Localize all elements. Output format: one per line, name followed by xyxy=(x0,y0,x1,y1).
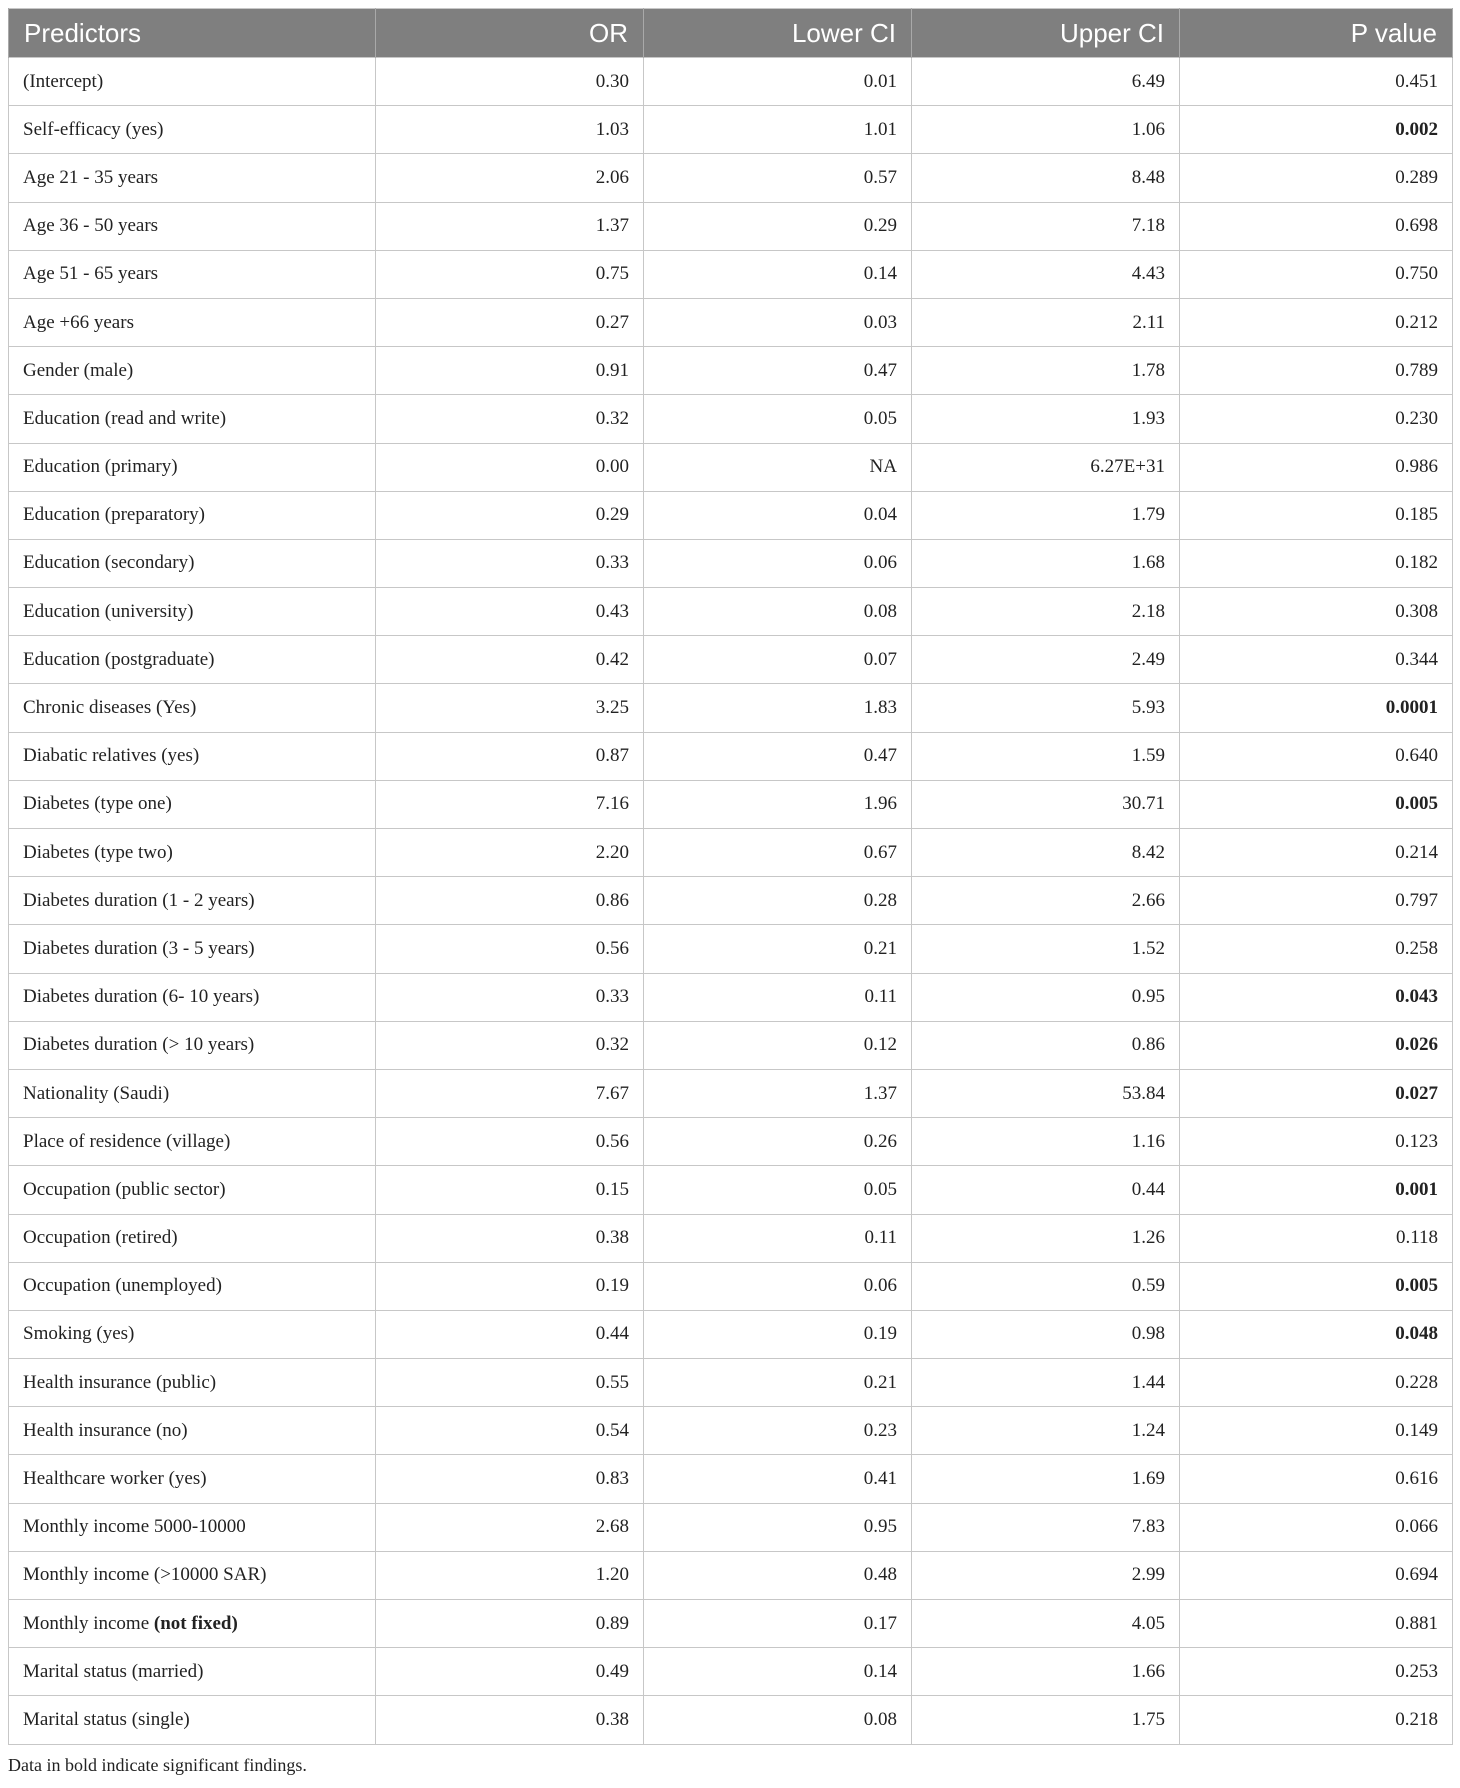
cell-lower-ci: 1.01 xyxy=(644,106,912,154)
cell-or: 0.54 xyxy=(376,1407,644,1455)
cell-predictor xyxy=(9,588,376,636)
table-row xyxy=(9,588,1453,636)
cell-lower-ci: 0.07 xyxy=(644,636,912,684)
cell-lower-ci: 0.47 xyxy=(644,732,912,780)
cell-lower-ci: 0.23 xyxy=(644,1407,912,1455)
cell-upper-ci: 0.86 xyxy=(912,1021,1180,1069)
cell-lower-ci: 0.14 xyxy=(644,1648,912,1696)
cell-p-value: 0.001 xyxy=(1180,1166,1453,1214)
cell-predictor xyxy=(9,1310,376,1358)
cell-p-value: 0.005 xyxy=(1180,1262,1453,1310)
predictor-label: Education (preparatory) xyxy=(23,504,205,526)
predictor-label: Occupation (public sector) xyxy=(23,1178,226,1200)
cell-predictor xyxy=(9,395,376,443)
cell-or: 0.56 xyxy=(376,925,644,973)
table-row xyxy=(9,1455,1453,1503)
cell-p-value: 0.258 xyxy=(1180,925,1453,973)
table-row xyxy=(9,1069,1453,1117)
cell-or: 0.49 xyxy=(376,1648,644,1696)
header-predictors: Predictors xyxy=(9,9,376,58)
cell-lower-ci: 0.08 xyxy=(644,588,912,636)
predictor-label: Age 21 - 35 years xyxy=(23,166,159,188)
cell-upper-ci: 8.42 xyxy=(912,829,1180,877)
cell-p-value: 0.123 xyxy=(1180,1118,1453,1166)
cell-upper-ci: 1.52 xyxy=(912,925,1180,973)
cell-upper-ci: 5.93 xyxy=(912,684,1180,732)
header-p-value: P value xyxy=(1180,9,1453,58)
cell-or: 2.20 xyxy=(376,829,644,877)
cell-p-value: 0.698 xyxy=(1180,202,1453,250)
cell-or: 2.68 xyxy=(376,1503,644,1551)
cell-predictor xyxy=(9,925,376,973)
cell-or: 2.06 xyxy=(376,154,644,202)
cell-or: 0.91 xyxy=(376,347,644,395)
cell-or: 0.27 xyxy=(376,298,644,346)
cell-upper-ci: 0.95 xyxy=(912,973,1180,1021)
cell-predictor xyxy=(9,298,376,346)
cell-p-value: 0.212 xyxy=(1180,298,1453,346)
cell-p-value: 0.451 xyxy=(1180,58,1453,106)
cell-p-value: 0.027 xyxy=(1180,1069,1453,1117)
predictor-label: Education (primary) xyxy=(23,456,178,478)
table-row xyxy=(9,973,1453,1021)
cell-or: 0.56 xyxy=(376,1118,644,1166)
cell-or: 3.25 xyxy=(376,684,644,732)
predictor-label: Diabatic relatives (yes) xyxy=(23,745,200,767)
predictor-label: Gender (male) xyxy=(23,359,134,381)
cell-p-value: 0.640 xyxy=(1180,732,1453,780)
cell-or: 0.38 xyxy=(376,1214,644,1262)
results-table-container xyxy=(8,8,1452,1745)
cell-or: 0.38 xyxy=(376,1696,644,1744)
cell-upper-ci: 2.11 xyxy=(912,298,1180,346)
cell-lower-ci: 0.21 xyxy=(644,925,912,973)
cell-predictor xyxy=(9,1021,376,1069)
cell-predictor xyxy=(9,780,376,828)
cell-predictor xyxy=(9,250,376,298)
cell-lower-ci: 0.01 xyxy=(644,58,912,106)
predictor-label: Chronic diseases (Yes) xyxy=(23,697,197,719)
cell-p-value: 0.185 xyxy=(1180,491,1453,539)
cell-lower-ci: 0.29 xyxy=(644,202,912,250)
table-header xyxy=(9,9,1453,58)
cell-upper-ci: 30.71 xyxy=(912,780,1180,828)
cell-predictor xyxy=(9,1359,376,1407)
cell-lower-ci: 1.83 xyxy=(644,684,912,732)
cell-predictor xyxy=(9,1551,376,1599)
cell-predictor xyxy=(9,973,376,1021)
cell-p-value: 0.308 xyxy=(1180,588,1453,636)
cell-p-value: 0.789 xyxy=(1180,347,1453,395)
cell-upper-ci: 1.78 xyxy=(912,347,1180,395)
cell-p-value: 0.344 xyxy=(1180,636,1453,684)
cell-p-value: 0.750 xyxy=(1180,250,1453,298)
cell-or: 0.42 xyxy=(376,636,644,684)
predictor-label-bold: (not fixed) xyxy=(153,1612,238,1634)
cell-or: 0.32 xyxy=(376,395,644,443)
cell-p-value: 0.026 xyxy=(1180,1021,1453,1069)
cell-predictor xyxy=(9,1648,376,1696)
cell-upper-ci: 2.66 xyxy=(912,877,1180,925)
cell-p-value: 0.881 xyxy=(1180,1600,1453,1648)
predictor-label: (Intercept) xyxy=(23,70,104,92)
cell-p-value: 0.228 xyxy=(1180,1359,1453,1407)
cell-lower-ci: 0.57 xyxy=(644,154,912,202)
predictor-label: Smoking (yes) xyxy=(23,1323,135,1345)
cell-lower-ci: 0.12 xyxy=(644,1021,912,1069)
cell-predictor xyxy=(9,1166,376,1214)
predictor-label: Diabetes duration (3 - 5 years) xyxy=(23,937,255,959)
cell-or: 0.29 xyxy=(376,491,644,539)
cell-p-value: 0.797 xyxy=(1180,877,1453,925)
cell-upper-ci: 1.44 xyxy=(912,1359,1180,1407)
cell-or: 0.43 xyxy=(376,588,644,636)
cell-or: 1.03 xyxy=(376,106,644,154)
cell-upper-ci: 1.69 xyxy=(912,1455,1180,1503)
cell-p-value: 0.066 xyxy=(1180,1503,1453,1551)
cell-p-value: 0.043 xyxy=(1180,973,1453,1021)
table-row xyxy=(9,250,1453,298)
cell-upper-ci: 2.49 xyxy=(912,636,1180,684)
cell-predictor xyxy=(9,1503,376,1551)
cell-predictor xyxy=(9,829,376,877)
header-upper-ci: Upper CI xyxy=(912,9,1180,58)
table-row xyxy=(9,1696,1453,1744)
predictor-label: Health insurance (public) xyxy=(23,1371,217,1393)
cell-or: 7.16 xyxy=(376,780,644,828)
table-row xyxy=(9,732,1453,780)
cell-lower-ci: 0.26 xyxy=(644,1118,912,1166)
predictor-label: Diabetes duration (6- 10 years) xyxy=(23,986,260,1008)
predictor-label: Education (secondary) xyxy=(23,552,195,574)
cell-p-value: 0.218 xyxy=(1180,1696,1453,1744)
cell-or: 0.83 xyxy=(376,1455,644,1503)
header-row xyxy=(9,9,1453,58)
cell-predictor xyxy=(9,58,376,106)
cell-upper-ci: 2.99 xyxy=(912,1551,1180,1599)
cell-predictor xyxy=(9,636,376,684)
cell-predictor xyxy=(9,347,376,395)
cell-or: 1.20 xyxy=(376,1551,644,1599)
cell-upper-ci: 1.79 xyxy=(912,491,1180,539)
predictor-label: Education (read and write) xyxy=(23,407,227,429)
cell-predictor xyxy=(9,877,376,925)
cell-lower-ci: 0.06 xyxy=(644,539,912,587)
cell-upper-ci: 1.66 xyxy=(912,1648,1180,1696)
cell-or: 0.55 xyxy=(376,1359,644,1407)
cell-upper-ci: 0.59 xyxy=(912,1262,1180,1310)
cell-predictor xyxy=(9,732,376,780)
cell-predictor xyxy=(9,1696,376,1744)
cell-upper-ci: 4.05 xyxy=(912,1600,1180,1648)
cell-p-value: 0.149 xyxy=(1180,1407,1453,1455)
cell-upper-ci: 0.44 xyxy=(912,1166,1180,1214)
predictor-label: Health insurance (no) xyxy=(23,1419,188,1441)
table-row xyxy=(9,539,1453,587)
cell-upper-ci: 6.49 xyxy=(912,58,1180,106)
cell-lower-ci: 0.48 xyxy=(644,1551,912,1599)
cell-lower-ci: 0.17 xyxy=(644,1600,912,1648)
cell-or: 0.30 xyxy=(376,58,644,106)
cell-predictor xyxy=(9,106,376,154)
cell-lower-ci: 0.47 xyxy=(644,347,912,395)
predictor-label: Monthly income (>10000 SAR) xyxy=(23,1564,267,1586)
table-row xyxy=(9,106,1453,154)
cell-lower-ci: 1.37 xyxy=(644,1069,912,1117)
predictor-label: Healthcare worker (yes) xyxy=(23,1468,207,1490)
cell-lower-ci: 0.11 xyxy=(644,973,912,1021)
cell-lower-ci: 0.21 xyxy=(644,1359,912,1407)
cell-predictor xyxy=(9,684,376,732)
cell-upper-ci: 8.48 xyxy=(912,154,1180,202)
cell-p-value: 0.289 xyxy=(1180,154,1453,202)
header-lower-ci: Lower CI xyxy=(644,9,912,58)
cell-p-value: 0.230 xyxy=(1180,395,1453,443)
cell-p-value: 0.694 xyxy=(1180,1551,1453,1599)
table-row xyxy=(9,1503,1453,1551)
cell-lower-ci: 0.19 xyxy=(644,1310,912,1358)
cell-or: 0.75 xyxy=(376,250,644,298)
cell-p-value: 0.214 xyxy=(1180,829,1453,877)
cell-upper-ci: 4.43 xyxy=(912,250,1180,298)
table-row xyxy=(9,877,1453,925)
predictor-label: Diabetes duration (1 - 2 years) xyxy=(23,889,255,911)
predictor-label: Place of residence (village) xyxy=(23,1130,231,1152)
cell-upper-ci: 1.16 xyxy=(912,1118,1180,1166)
cell-upper-ci: 1.68 xyxy=(912,539,1180,587)
table-row xyxy=(9,1600,1453,1648)
cell-p-value: 0.0001 xyxy=(1180,684,1453,732)
table-row xyxy=(9,395,1453,443)
table-row xyxy=(9,298,1453,346)
cell-upper-ci: 0.98 xyxy=(912,1310,1180,1358)
cell-upper-ci: 1.59 xyxy=(912,732,1180,780)
cell-predictor xyxy=(9,491,376,539)
cell-upper-ci: 1.75 xyxy=(912,1696,1180,1744)
cell-upper-ci: 1.26 xyxy=(912,1214,1180,1262)
results-table xyxy=(8,8,1453,1745)
cell-upper-ci: 1.06 xyxy=(912,106,1180,154)
cell-p-value: 0.048 xyxy=(1180,1310,1453,1358)
cell-predictor xyxy=(9,1455,376,1503)
cell-predictor xyxy=(9,1069,376,1117)
predictor-label: Marital status (single) xyxy=(23,1708,190,1730)
cell-predictor xyxy=(9,1262,376,1310)
table-row xyxy=(9,1214,1453,1262)
table-row xyxy=(9,1310,1453,1358)
cell-upper-ci: 1.93 xyxy=(912,395,1180,443)
predictor-label: Age 36 - 50 years xyxy=(23,215,159,237)
table-body xyxy=(9,58,1453,1745)
cell-or: 0.15 xyxy=(376,1166,644,1214)
table-row xyxy=(9,829,1453,877)
predictor-label: Education (university) xyxy=(23,600,194,622)
table-row xyxy=(9,1118,1453,1166)
table-row xyxy=(9,491,1453,539)
cell-p-value: 0.118 xyxy=(1180,1214,1453,1262)
cell-or: 0.86 xyxy=(376,877,644,925)
header-or: OR xyxy=(376,9,644,58)
cell-or: 0.33 xyxy=(376,973,644,1021)
cell-or: 0.19 xyxy=(376,1262,644,1310)
table-footnote: Data in bold indicate significant findings. xyxy=(8,1755,307,1775)
cell-predictor xyxy=(9,1600,376,1648)
cell-predictor xyxy=(9,443,376,491)
cell-or: 0.33 xyxy=(376,539,644,587)
cell-lower-ci: 0.05 xyxy=(644,395,912,443)
table-row xyxy=(9,1407,1453,1455)
cell-lower-ci: 0.95 xyxy=(644,1503,912,1551)
cell-or: 0.32 xyxy=(376,1021,644,1069)
cell-upper-ci: 2.18 xyxy=(912,588,1180,636)
cell-predictor xyxy=(9,539,376,587)
table-row xyxy=(9,1262,1453,1310)
table-row xyxy=(9,780,1453,828)
predictor-label: Self-efficacy (yes) xyxy=(23,118,164,140)
table-row xyxy=(9,636,1453,684)
table-row xyxy=(9,1551,1453,1599)
table-row xyxy=(9,202,1453,250)
cell-p-value: 0.253 xyxy=(1180,1648,1453,1696)
predictor-label: Occupation (retired) xyxy=(23,1227,178,1249)
cell-predictor xyxy=(9,1407,376,1455)
cell-p-value: 0.182 xyxy=(1180,539,1453,587)
table-row xyxy=(9,1648,1453,1696)
predictor-label: Nationality (Saudi) xyxy=(23,1082,170,1104)
table-row xyxy=(9,154,1453,202)
cell-upper-ci: 7.18 xyxy=(912,202,1180,250)
cell-lower-ci: 0.41 xyxy=(644,1455,912,1503)
table-row xyxy=(9,1166,1453,1214)
cell-or: 0.44 xyxy=(376,1310,644,1358)
cell-lower-ci: 0.04 xyxy=(644,491,912,539)
cell-upper-ci: 1.24 xyxy=(912,1407,1180,1455)
cell-or: 7.67 xyxy=(376,1069,644,1117)
table-row xyxy=(9,1359,1453,1407)
cell-lower-ci: 1.96 xyxy=(644,780,912,828)
table-row xyxy=(9,684,1453,732)
predictor-label: Diabetes (type two) xyxy=(23,841,173,863)
cell-upper-ci: 7.83 xyxy=(912,1503,1180,1551)
cell-p-value: 0.616 xyxy=(1180,1455,1453,1503)
cell-predictor xyxy=(9,202,376,250)
predictor-label: Monthly income 5000-10000 xyxy=(23,1516,246,1538)
predictor-label: Monthly income xyxy=(23,1612,154,1634)
predictor-label: Diabetes (type one) xyxy=(23,793,172,815)
cell-lower-ci: 0.05 xyxy=(644,1166,912,1214)
cell-or: 0.89 xyxy=(376,1600,644,1648)
cell-p-value: 0.005 xyxy=(1180,780,1453,828)
cell-lower-ci: 0.28 xyxy=(644,877,912,925)
predictor-label: Age +66 years xyxy=(23,311,134,333)
cell-lower-ci: 0.06 xyxy=(644,1262,912,1310)
predictor-label: Occupation (unemployed) xyxy=(23,1275,222,1297)
cell-p-value: 0.986 xyxy=(1180,443,1453,491)
cell-predictor xyxy=(9,1118,376,1166)
cell-lower-ci: 0.03 xyxy=(644,298,912,346)
table-row xyxy=(9,347,1453,395)
table-row xyxy=(9,925,1453,973)
cell-or: 1.37 xyxy=(376,202,644,250)
cell-or: 0.87 xyxy=(376,732,644,780)
predictor-label: Diabetes duration (> 10 years) xyxy=(23,1034,255,1056)
cell-upper-ci: 6.27E+31 xyxy=(912,443,1180,491)
cell-lower-ci: 0.11 xyxy=(644,1214,912,1262)
table-row xyxy=(9,58,1453,106)
cell-upper-ci: 53.84 xyxy=(912,1069,1180,1117)
predictor-label: Marital status (married) xyxy=(23,1660,204,1682)
cell-predictor xyxy=(9,154,376,202)
table-row xyxy=(9,1021,1453,1069)
cell-lower-ci: 0.08 xyxy=(644,1696,912,1744)
cell-lower-ci: 0.14 xyxy=(644,250,912,298)
predictor-label: Education (postgraduate) xyxy=(23,648,215,670)
cell-lower-ci: NA xyxy=(644,443,912,491)
predictor-label: Age 51 - 65 years xyxy=(23,263,159,285)
cell-predictor xyxy=(9,1214,376,1262)
table-row xyxy=(9,443,1453,491)
cell-or: 0.00 xyxy=(376,443,644,491)
cell-p-value: 0.002 xyxy=(1180,106,1453,154)
cell-lower-ci: 0.67 xyxy=(644,829,912,877)
